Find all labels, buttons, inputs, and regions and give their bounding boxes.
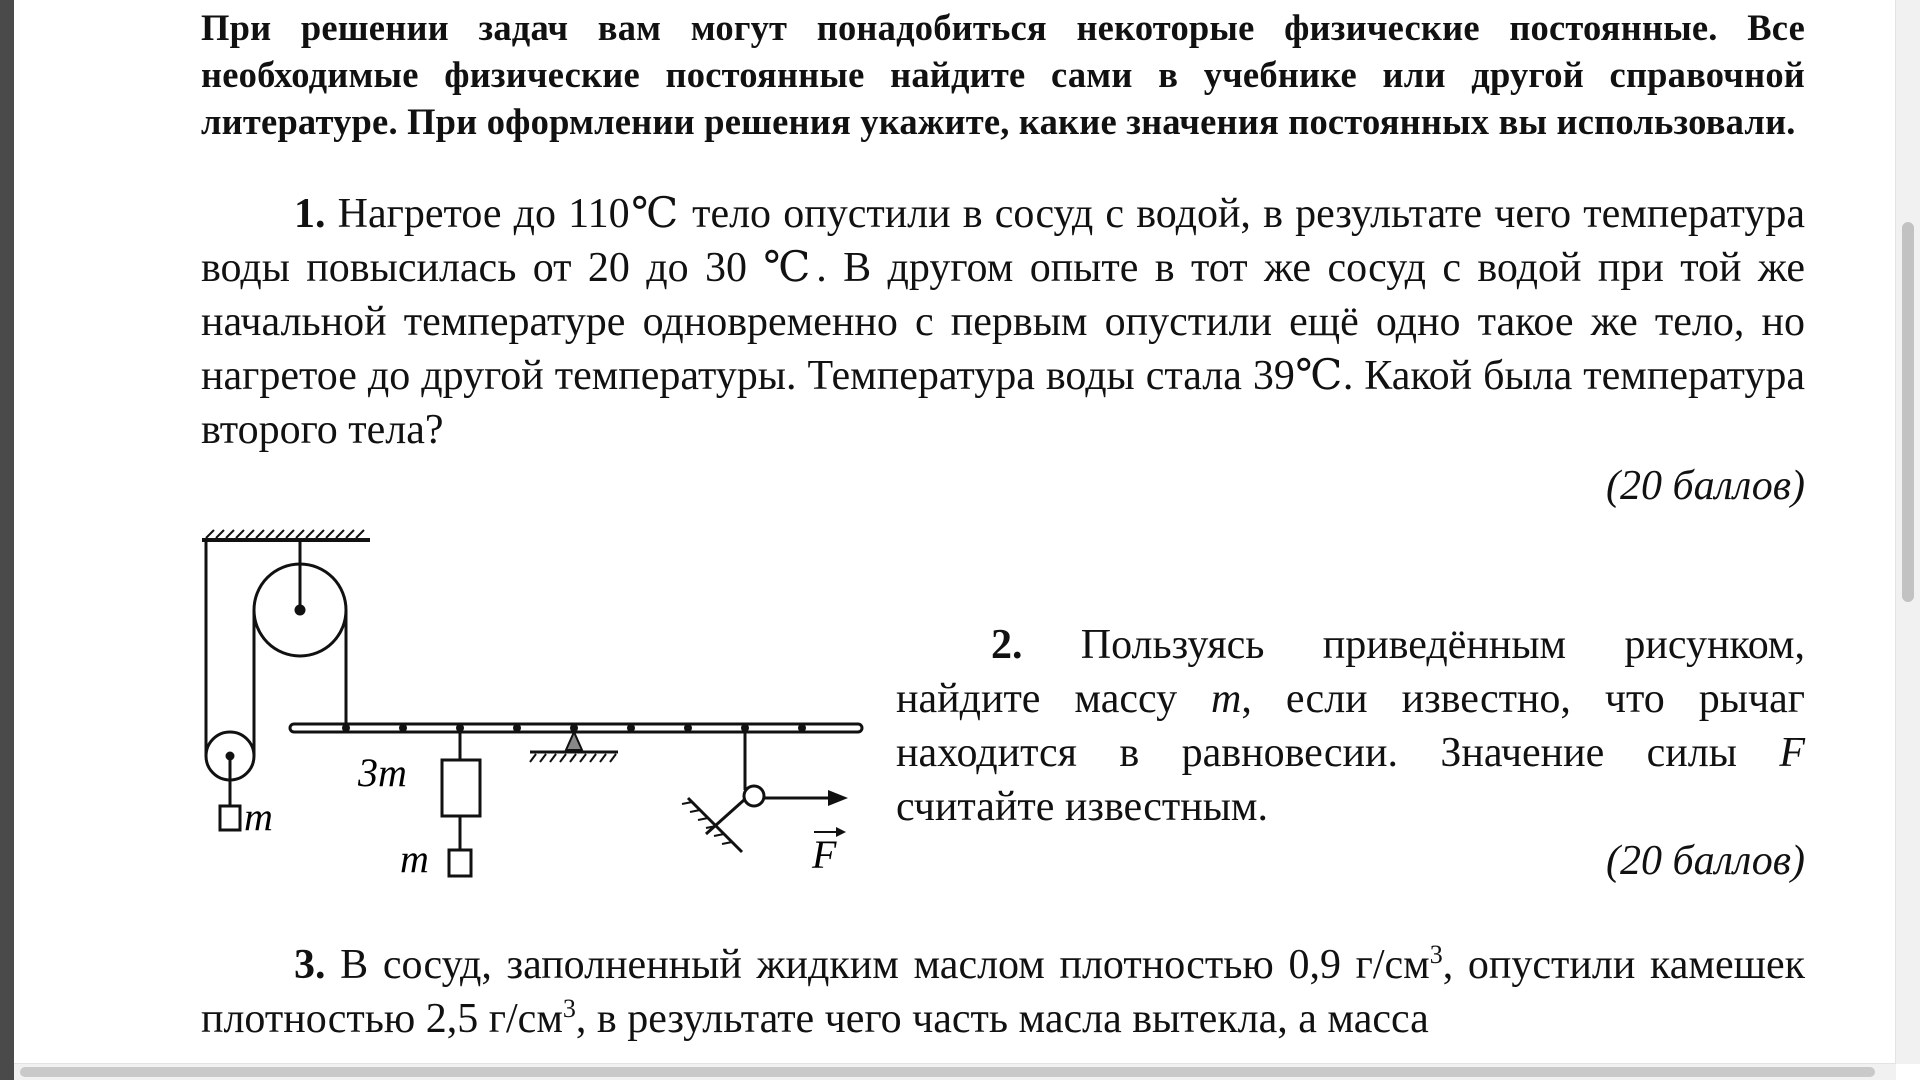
task-2 [896, 618, 1805, 834]
task-3-text-c: , в результате чего часть масла вытекла, а масса [575, 996, 1429, 1042]
intro-paragraph: При решении задач вам могут понадобиться некоторые физические постоянные. Все необходимые физические постоянные найдите сами в учебнике или другой справочной литературе. При оформлении решения укажите, какие значения постоянных вы использовали. [201, 7, 1805, 142]
task-1-number: 1. [294, 191, 326, 237]
task-3-sup-a: 3 [1429, 940, 1443, 969]
label-F: F [812, 832, 837, 877]
label-m-bottom: m [400, 836, 429, 878]
horizontal-scroll-thumb[interactable] [20, 1067, 1875, 1077]
task-3 [201, 938, 1805, 1046]
task-2-text-3: считайте известным. [896, 784, 1268, 830]
task-2-points: (20 баллов) [1606, 838, 1805, 884]
task-3-number: 3. [294, 942, 326, 988]
vertical-scrollbar[interactable] [1895, 0, 1920, 1064]
vertical-scroll-thumb[interactable] [1902, 222, 1914, 602]
document-page [201, 0, 1805, 513]
task-3-sup-b: 3 [562, 994, 576, 1023]
task-1-points: (20 баллов) [1606, 463, 1805, 509]
task-2-text-1: Пользуясь приведённым рисунком, найдите массу [896, 622, 1805, 722]
task-2-text-2: , если известно, что рычаг находится в равновесии. Значение силы [896, 676, 1805, 776]
task-3-text-a: В сосуд, заполненный жидким маслом плотностью 0,9 г/см [340, 942, 1430, 988]
task-2-var-F: F [1779, 730, 1805, 776]
task-2-number: 2. [991, 622, 1023, 668]
lever-pulley-figure [200, 528, 872, 878]
task-2-var-m: m [1211, 676, 1242, 722]
task-1 [201, 187, 1805, 457]
label-m-left: m [244, 794, 273, 839]
window-left-edge [0, 0, 14, 1080]
task-1-text: Нагретое до 110℃ тело опустили в сосуд с водой, в результате чего температура воды повысилась от 20 до 30 ℃. В другом опыте в тот же сосуд с водой при той же начальной температуре одновременно с первым опустили ещё одно такое же тело, но нагретое до другой температуры. Температура воды стала 39℃. Какой была температура второго тела? [201, 191, 1806, 453]
task-3-text-b: , опустили камешек плотностью 2,5 г/см [201, 942, 1805, 1042]
horizontal-scrollbar[interactable] [14, 1063, 1896, 1080]
label-3m: 3m [358, 750, 407, 795]
